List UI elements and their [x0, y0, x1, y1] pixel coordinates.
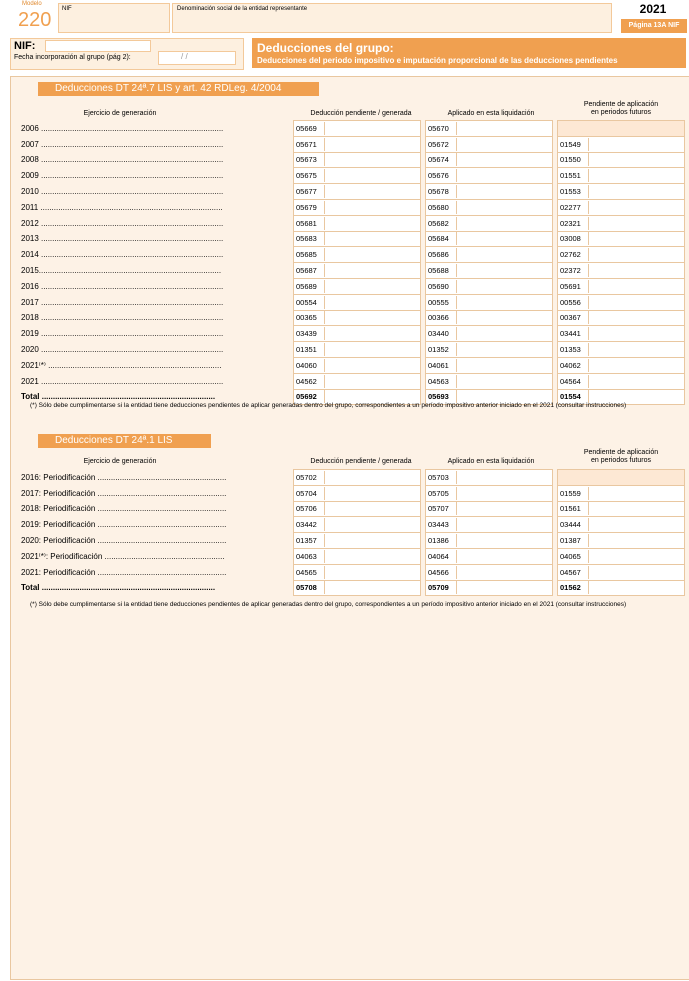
table-row — [21, 231, 685, 247]
table-row — [21, 485, 685, 501]
section1-title: Deducciones DT 24ª.7 LIS y art. 42 RDLeg. 4/2004 — [38, 82, 319, 96]
amount-input[interactable] — [426, 278, 553, 294]
table-row — [21, 357, 685, 373]
box-code: 05704 — [294, 487, 325, 500]
amount-input[interactable] — [558, 168, 685, 184]
box-code: 05690 — [426, 280, 457, 293]
table-row — [21, 548, 685, 564]
box-code: 05678 — [426, 185, 457, 198]
row-label: 2017 .................................................................................. — [21, 297, 224, 307]
amount-input[interactable] — [558, 247, 685, 263]
box-code: 05708 — [294, 581, 325, 594]
amount-input[interactable] — [294, 373, 421, 389]
box-code: 02762 — [558, 248, 589, 261]
amount-input[interactable] — [558, 278, 685, 294]
row-label: 2011 .................................................................................. — [21, 202, 223, 212]
amount-input[interactable] — [558, 152, 685, 168]
box-code: 05671 — [294, 138, 325, 151]
section2-col-deduccion: Deducción pendiente / generada — [310, 458, 412, 465]
row-label: 2019: Periodificación .......................................................... — [21, 520, 227, 530]
amount-input[interactable] — [558, 215, 685, 231]
box-code: 05702 — [294, 471, 325, 484]
section2-note: (*) Sólo debe cumplimentarse si la entidad tiene deducciones pendientes de aplicar generadas dentro del grupo, correspondientes a un período impositivo anterior iniciado en el 2021 (consultar instrucciones) — [30, 601, 627, 608]
row-label: 2018 .................................................................................. — [21, 313, 224, 323]
amount-input[interactable] — [558, 564, 685, 580]
box-code: 04564 — [558, 375, 589, 388]
section2-col-pendiente-line2: en periodos futuros — [591, 457, 651, 464]
amount-input[interactable] — [558, 263, 685, 279]
page-subtitle: Deducciones del periodo impositivo e imputación proporcional de las deducciones pendientes — [257, 56, 618, 65]
amount-input[interactable] — [558, 310, 685, 326]
amount-input[interactable] — [294, 184, 421, 200]
box-code: 01352 — [426, 343, 457, 356]
box-code: 05684 — [426, 232, 457, 245]
amount-input[interactable] — [294, 215, 421, 231]
amount-input[interactable] — [558, 373, 685, 389]
amount-input[interactable] — [426, 152, 553, 168]
box-code: 05691 — [558, 280, 589, 293]
section1-table — [21, 120, 685, 405]
amount-input[interactable] — [426, 517, 553, 533]
box-code: 04061 — [426, 359, 457, 372]
box-code: 00556 — [558, 296, 589, 309]
amount-input[interactable] — [294, 263, 421, 279]
box-code: 01387 — [558, 534, 589, 547]
box-code: 01549 — [558, 138, 589, 151]
section1-col-pendiente — [556, 101, 686, 117]
amount-input[interactable] — [426, 215, 553, 231]
box-code: 01553 — [558, 185, 589, 198]
amount-input[interactable] — [294, 310, 421, 326]
table-row — [21, 184, 685, 200]
table-row — [21, 136, 685, 152]
amount-input[interactable] — [294, 501, 421, 517]
row-label: 2013 .................................................................................. — [21, 234, 224, 244]
amount-input[interactable] — [426, 357, 553, 373]
header-nif-field[interactable] — [58, 3, 170, 33]
table-row — [21, 152, 685, 168]
nif-input[interactable] — [45, 40, 151, 52]
box-code: 00555 — [426, 296, 457, 309]
box-code: 05682 — [426, 217, 457, 230]
amount-input[interactable] — [426, 342, 553, 358]
amount-input[interactable] — [294, 485, 421, 501]
box-code: 05677 — [294, 185, 325, 198]
section1-col-aplicado: Aplicado en esta liquidación — [447, 110, 535, 117]
box-code: 05706 — [294, 502, 325, 515]
row-label: Total .............................................................................. — [21, 583, 216, 593]
section2-col-aplicado: Aplicado en esta liquidación — [447, 458, 535, 465]
fecha-label: Fecha incorporación al grupo (pág 2): — [14, 54, 131, 61]
fecha-input[interactable] — [158, 51, 236, 65]
fecha-placeholder: / / — [181, 52, 188, 61]
box-code: 03443 — [426, 518, 457, 531]
row-label: 2021 .................................................................................. — [21, 376, 224, 386]
amount-input[interactable] — [426, 136, 553, 152]
box-code: 05703 — [426, 471, 457, 484]
box-code: 05669 — [294, 122, 325, 135]
box-code: 02321 — [558, 217, 589, 230]
amount-input[interactable] — [294, 168, 421, 184]
table-row — [21, 247, 685, 263]
row-label: 2017: Periodificación .......................................................... — [21, 488, 227, 498]
box-code: 04562 — [294, 375, 325, 388]
box-code: 03439 — [294, 327, 325, 340]
empty-cell — [558, 121, 685, 137]
amount-input[interactable] — [426, 501, 553, 517]
table-row — [21, 517, 685, 533]
row-label: 2016: Periodificación .......................................................... — [21, 472, 227, 482]
amount-input[interactable] — [294, 247, 421, 263]
row-label: 2014 .................................................................................. — [21, 250, 224, 260]
table-row — [21, 501, 685, 517]
box-code: 01559 — [558, 487, 589, 500]
box-code: 01554 — [558, 390, 589, 403]
box-code: 03444 — [558, 518, 589, 531]
amount-input[interactable] — [558, 517, 685, 533]
amount-input[interactable] — [426, 263, 553, 279]
box-code: 00366 — [426, 311, 457, 324]
amount-input[interactable] — [426, 326, 553, 342]
amount-input[interactable] — [426, 310, 553, 326]
row-label: 2021⁽*⁾: Periodificación ...................................................... — [21, 551, 225, 561]
row-label: 2016 .................................................................................. — [21, 281, 224, 291]
box-code: 04060 — [294, 359, 325, 372]
amount-input[interactable] — [294, 136, 421, 152]
section1-col-pendiente-line2: en periodos futuros — [591, 109, 651, 116]
page-title: Deducciones del grupo: — [257, 41, 394, 55]
box-code: 05685 — [294, 248, 325, 261]
amount-input[interactable] — [558, 580, 685, 596]
table-row — [21, 168, 685, 184]
amount-input[interactable] — [294, 580, 421, 596]
row-label: 2021⁽*⁾ .............................................................................. — [21, 360, 222, 370]
box-code: 05679 — [294, 201, 325, 214]
row-label: 2018: Periodificación .......................................................... — [21, 504, 227, 514]
amount-input[interactable] — [294, 342, 421, 358]
amount-input[interactable] — [426, 548, 553, 564]
box-code: 04064 — [426, 550, 457, 563]
amount-input[interactable] — [558, 342, 685, 358]
table-row — [21, 310, 685, 326]
section2-col-pendiente-line1: Pendiente de aplicación — [583, 449, 659, 456]
denominacion-label: Denominación social de la entidad representante — [177, 6, 308, 12]
form-year: 2021 — [639, 2, 667, 16]
table-row — [21, 373, 685, 389]
box-code: 02277 — [558, 201, 589, 214]
amount-input[interactable] — [426, 168, 553, 184]
box-code: 04065 — [558, 550, 589, 563]
amount-input[interactable] — [558, 199, 685, 215]
box-code: 04567 — [558, 566, 589, 579]
row-label: 2007 .................................................................................. — [21, 139, 224, 149]
section1-col-pendiente-line1: Pendiente de aplicación — [583, 101, 659, 108]
box-code: 05707 — [426, 502, 457, 515]
box-code: 05681 — [294, 217, 325, 230]
table-row — [21, 533, 685, 549]
box-code: 01551 — [558, 169, 589, 182]
section2-col-pendiente — [556, 449, 686, 465]
amount-input[interactable] — [294, 517, 421, 533]
amount-input[interactable] — [426, 184, 553, 200]
amount-input[interactable] — [294, 121, 421, 137]
amount-input[interactable] — [558, 533, 685, 549]
box-code: 01550 — [558, 153, 589, 166]
box-code: 01357 — [294, 534, 325, 547]
table-row — [21, 278, 685, 294]
amount-input[interactable] — [294, 548, 421, 564]
row-label: 2015.................................................................................. — [21, 266, 222, 276]
section1-note: (*) Sólo debe cumplimentarse si la entidad tiene deducciones pendientes de aplicar generadas dentro del grupo, correspondientes a un período impositivo anterior iniciado en el 2021 (consultar instrucciones) — [30, 402, 627, 409]
box-code: 05672 — [426, 138, 457, 151]
box-code: 04062 — [558, 359, 589, 372]
row-label: 2012 .................................................................................. — [21, 218, 224, 228]
box-code: 00367 — [558, 311, 589, 324]
box-code: 03008 — [558, 232, 589, 245]
amount-input[interactable] — [426, 470, 553, 486]
amount-input[interactable] — [294, 326, 421, 342]
section1-col-deduccion: Deducción pendiente / generada — [310, 110, 412, 117]
box-code: 05675 — [294, 169, 325, 182]
box-code: 03442 — [294, 518, 325, 531]
amount-input[interactable] — [294, 294, 421, 310]
box-code: 05709 — [426, 581, 457, 594]
table-total-row — [21, 580, 685, 596]
box-code: 05689 — [294, 280, 325, 293]
box-code: 01351 — [294, 343, 325, 356]
amount-input[interactable] — [426, 294, 553, 310]
box-code: 03440 — [426, 327, 457, 340]
box-code: 01562 — [558, 581, 589, 594]
amount-input[interactable] — [558, 501, 685, 517]
box-code: 05680 — [426, 201, 457, 214]
table-row — [21, 470, 685, 486]
row-label: 2021: Periodificación .......................................................... — [21, 567, 227, 577]
table-row — [21, 294, 685, 310]
modelo-number: 220 — [18, 9, 52, 31]
box-code: 05705 — [426, 487, 457, 500]
row-label: Total .............................................................................. — [21, 392, 216, 402]
amount-input[interactable] — [426, 564, 553, 580]
row-label: 2010 .................................................................................. — [21, 187, 224, 197]
amount-input[interactable] — [426, 533, 553, 549]
page-badge: Página 13A NIF — [621, 19, 687, 33]
box-code: 04565 — [294, 566, 325, 579]
box-code: 02372 — [558, 264, 589, 277]
section2-title: Deducciones DT 24ª.1 LIS — [38, 434, 211, 448]
amount-input[interactable] — [426, 231, 553, 247]
row-label: 2019 .................................................................................. — [21, 329, 224, 339]
table-row — [21, 215, 685, 231]
table-row — [21, 326, 685, 342]
amount-input[interactable] — [294, 470, 421, 486]
amount-input[interactable] — [294, 533, 421, 549]
amount-input[interactable] — [294, 564, 421, 580]
table-row — [21, 263, 685, 279]
amount-input[interactable] — [558, 485, 685, 501]
box-code: 04563 — [426, 375, 457, 388]
box-code: 05683 — [294, 232, 325, 245]
amount-input[interactable] — [426, 580, 553, 596]
box-code: 01353 — [558, 343, 589, 356]
section2-col-ejercicio: Ejercicio de generación — [83, 458, 157, 465]
section1-col-ejercicio: Ejercicio de generación — [83, 110, 157, 117]
amount-input[interactable] — [294, 357, 421, 373]
box-code: 05687 — [294, 264, 325, 277]
box-code: 01386 — [426, 534, 457, 547]
amount-input[interactable] — [558, 184, 685, 200]
row-label: 2020 .................................................................................. — [21, 345, 224, 355]
table-row — [21, 121, 685, 137]
box-code: 00554 — [294, 296, 325, 309]
row-label: 2009 .................................................................................. — [21, 171, 224, 181]
box-code: 04566 — [426, 566, 457, 579]
amount-input[interactable] — [426, 199, 553, 215]
box-code: 05693 — [426, 390, 457, 403]
row-label: 2006 .................................................................................. — [21, 123, 224, 133]
table-row — [21, 199, 685, 215]
amount-input[interactable] — [558, 231, 685, 247]
amount-input[interactable] — [426, 485, 553, 501]
amount-input[interactable] — [294, 278, 421, 294]
empty-cell — [558, 470, 685, 486]
box-code: 05670 — [426, 122, 457, 135]
box-code: 05674 — [426, 153, 457, 166]
nif-label: NIF: — [14, 40, 36, 52]
amount-input[interactable] — [558, 136, 685, 152]
table-row — [21, 564, 685, 580]
box-code: 00365 — [294, 311, 325, 324]
row-label: 2008 .................................................................................. — [21, 155, 224, 165]
box-code: 05673 — [294, 153, 325, 166]
box-code: 05692 — [294, 390, 325, 403]
amount-input[interactable] — [558, 326, 685, 342]
section2-table — [21, 469, 685, 596]
amount-input[interactable] — [426, 247, 553, 263]
amount-input[interactable] — [294, 231, 421, 247]
header-nif-label: NIF — [62, 6, 72, 12]
amount-input[interactable] — [294, 199, 421, 215]
row-label: 2020: Periodificación .......................................................... — [21, 536, 227, 546]
amount-input[interactable] — [426, 121, 553, 137]
amount-input[interactable] — [558, 294, 685, 310]
box-code: 04063 — [294, 550, 325, 563]
table-row — [21, 342, 685, 358]
modelo-label: Modelo — [22, 1, 42, 7]
box-code: 03441 — [558, 327, 589, 340]
amount-input[interactable] — [426, 373, 553, 389]
box-code: 05676 — [426, 169, 457, 182]
box-code: 01561 — [558, 502, 589, 515]
amount-input[interactable] — [294, 152, 421, 168]
box-code: 05686 — [426, 248, 457, 261]
amount-input[interactable] — [558, 548, 685, 564]
box-code: 05688 — [426, 264, 457, 277]
amount-input[interactable] — [558, 357, 685, 373]
